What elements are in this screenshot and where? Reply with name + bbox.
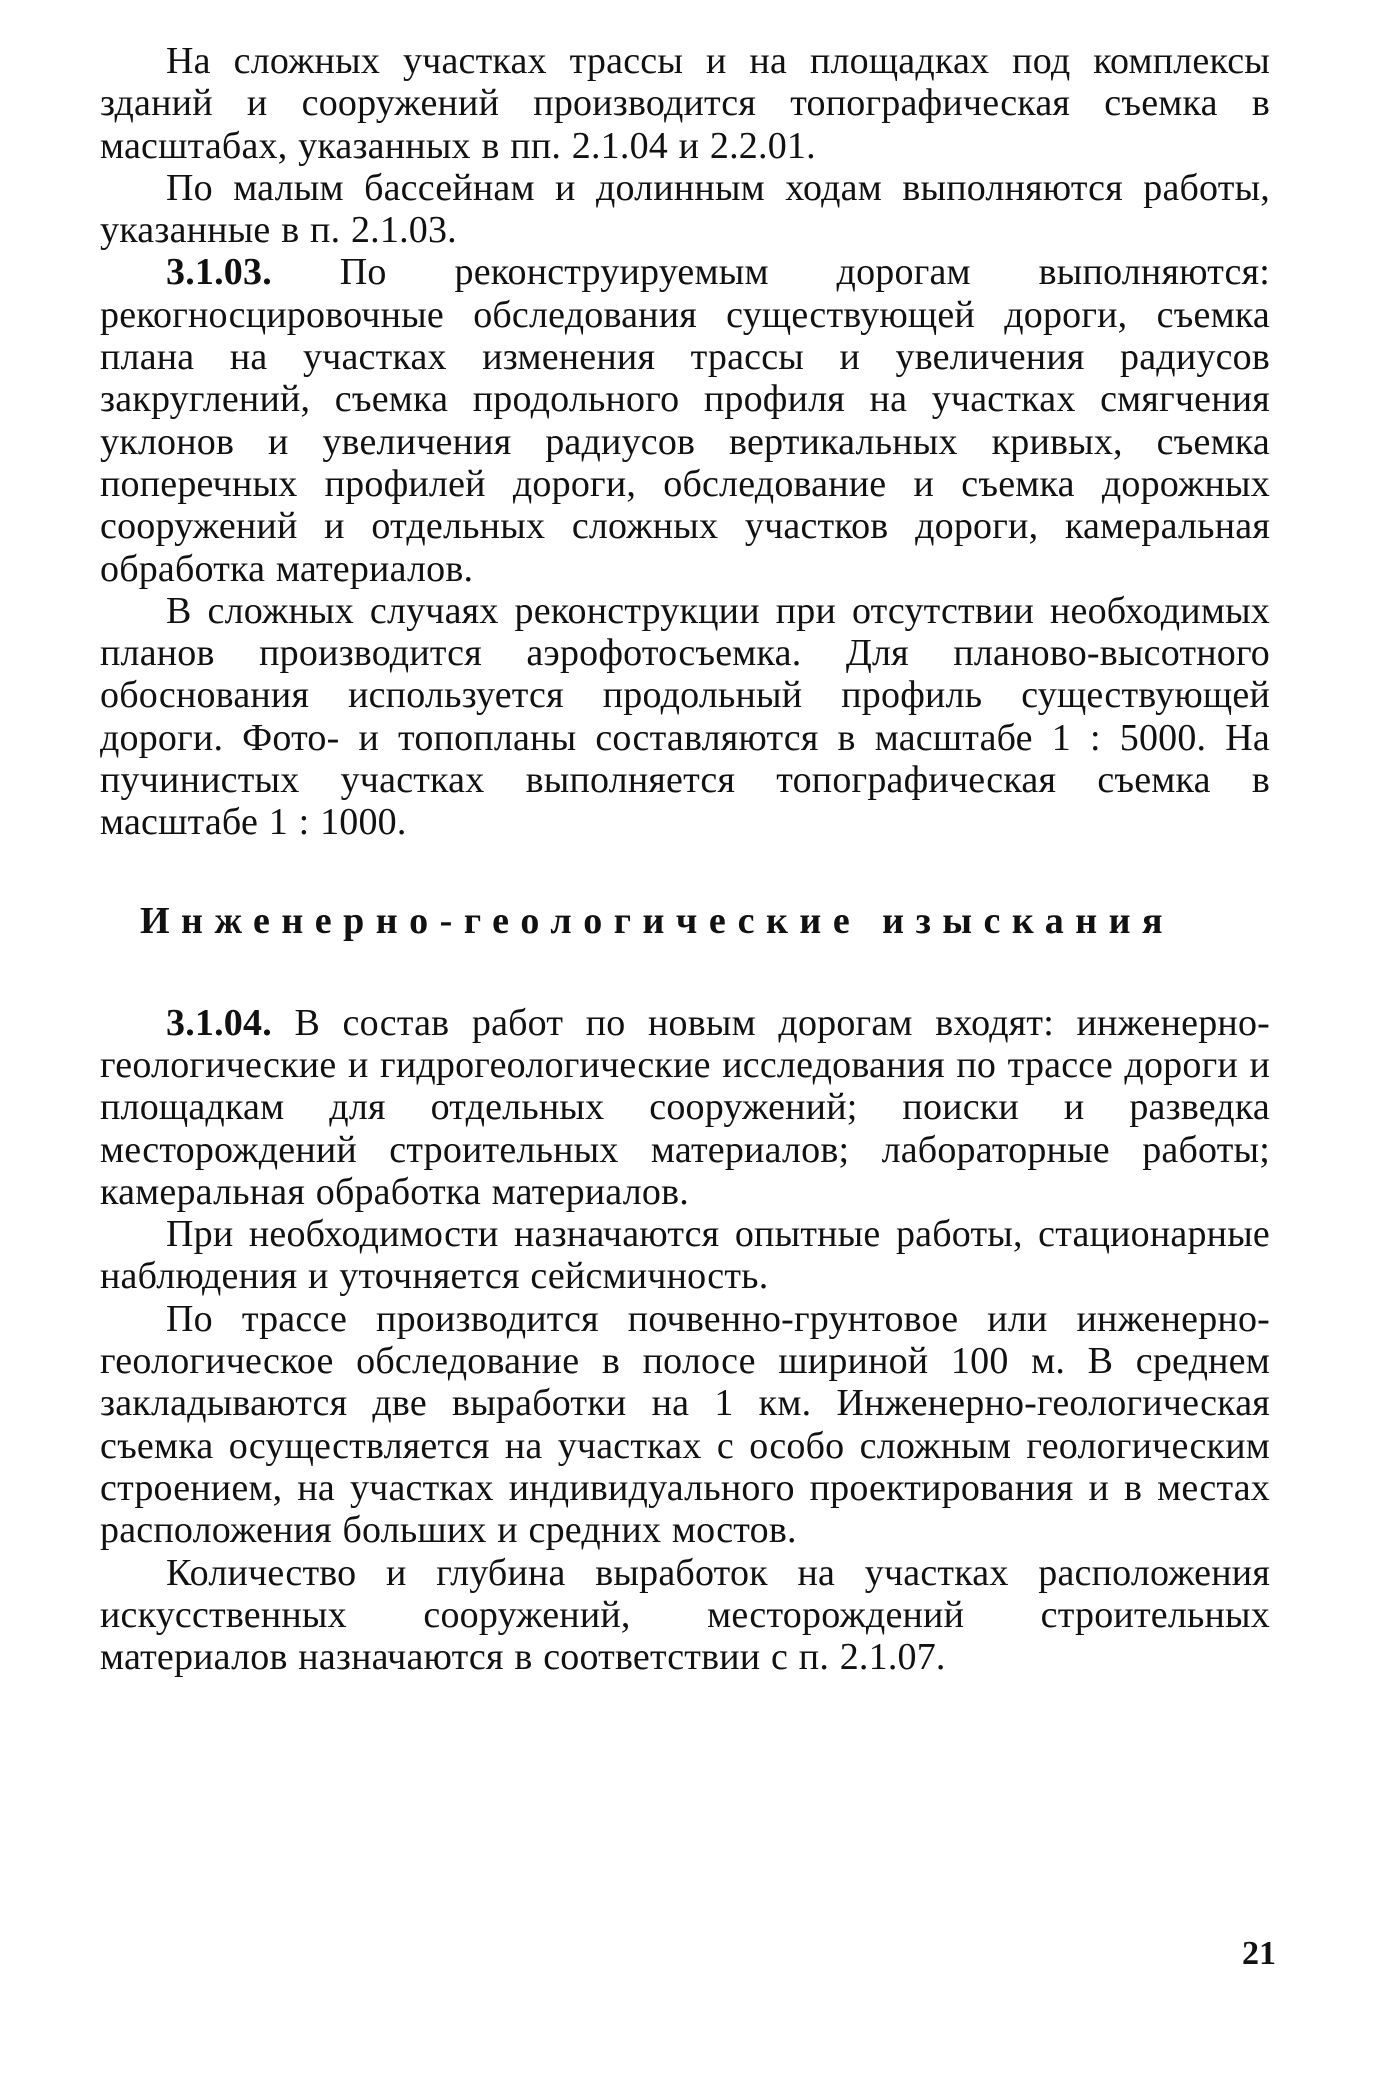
paragraph-small-basins	[100, 167, 1270, 252]
paragraph-topographic-survey-complex-sites	[100, 40, 1270, 167]
text-column	[100, 40, 1270, 1678]
clause-number: 3.1.04.	[166, 1001, 272, 1044]
paragraph-complex-reconstruction	[100, 590, 1270, 844]
paragraph-text: В состав работ по новым дорогам входят: инженерно-геологические и гидрогеологические исследования по трассе дороги и площадкам для отдельных сооружений; поиски и разведка месторождений строительных материалов; лабораторные работы; камеральная обработка материалов.	[100, 1001, 1270, 1213]
clause-number: 3.1.03.	[166, 251, 272, 294]
paragraph-3-1-04	[100, 1002, 1270, 1213]
paragraph-text: При необходимости назначаются опытные работы, стационарные наблюдения и уточняется сейсмичность.	[100, 1213, 1270, 1298]
paragraph-text: По трассе производится почвенно-грунтовое или инженерно-геологическое обследование в полосе шириной 100 м. В среднем закладываются две выработки на 1 км. Инженерно-геологическая съемка осуществляется на участках с особо сложным геологическим строением, на участках индивидуального проектирования и в местах расположения больших и средних мостов.	[100, 1297, 1270, 1552]
paragraph-text: На сложных участках трассы и на площадках под комплексы зданий и сооружений производится топографическая съемка в масштабах, указанных в пп. 2.1.04 и 2.2.01.	[100, 40, 1270, 167]
paragraph-text: Количество и глубина выработок на участках расположения искусственных сооружений, месторождений строительных материалов назначаются в соответствии с п. 2.1.07.	[100, 1551, 1270, 1679]
paragraph-text: В сложных случаях реконструкции при отсутствии необходимых планов производится аэрофотосъемка. Для планово-высотного обоснования используется продольный профиль существующей дороги. Фото- и топопланы составляются в масштабе 1 : 5000. На пучинистых участках выполняется топографическая съемка в масштабе 1 : 1000.	[100, 589, 1270, 844]
paragraph-3-1-03	[100, 251, 1270, 589]
paragraph-excavation-count	[100, 1552, 1270, 1679]
page-number: 21	[1242, 1935, 1276, 1972]
paragraph-text: По реконструируемым дорогам выполняются: рекогносцировочные обследования существующей дороги, съемка плана на участках изменения трассы и увеличения радиусов закруглений, съемка продольного профиля на участках смягчения уклонов и увеличения радиусов вертикальных кривых, съемка поперечных профилей дороги, обследование и съемка дорожных сооружений и отдельных сложных участков дороги, камеральная обработка материалов.	[100, 251, 1271, 590]
paragraph-experimental-works	[100, 1213, 1270, 1298]
section-heading: Инженерно-геологические изыскания	[140, 899, 1175, 942]
paragraph-route-survey	[100, 1298, 1270, 1552]
paragraph-text: По малым бассейнам и долинным ходам выполняются работы, указанные в п. 2.1.03.	[100, 166, 1270, 252]
